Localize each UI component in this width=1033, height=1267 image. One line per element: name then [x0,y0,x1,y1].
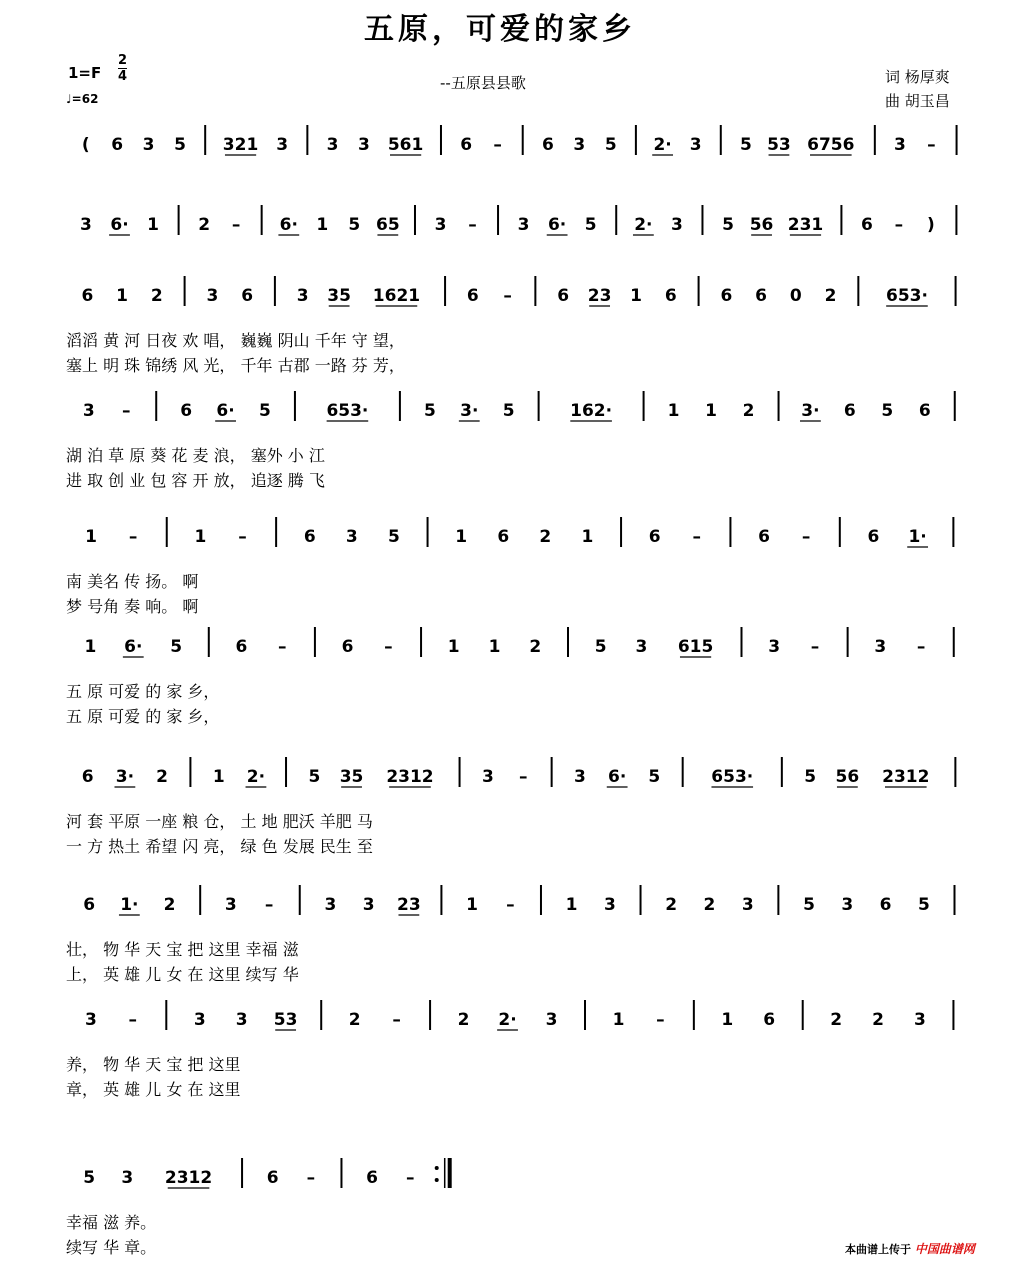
lyric-line-1: 河 套 平原 一座 粮 仓， 土 地 肥沃 羊肥 马 [66,812,373,831]
note: 2312 [164,1168,213,1188]
note: 1 [705,401,717,421]
lyric-line-1: 壮， 物 华 天 宝 把 这里 幸福 滋 [66,940,299,959]
note: – [128,527,138,547]
note: 5 [803,895,815,915]
note: 6 [758,527,771,547]
note: 2 [163,895,176,915]
lyric-line-2: 梦 号角 奏 响。 啊 [66,597,199,616]
note: 162· [570,401,613,421]
note: 2 [198,215,211,235]
note: 5 [722,215,734,235]
note: 2 [539,527,552,547]
note: 6 [460,135,473,155]
note: 5 [804,767,817,787]
note: 56 [835,767,860,787]
note: 3 [206,286,219,306]
lyric-line-2: 五 原 可爱 的 家 乡， [66,707,220,726]
note: 2· [498,1010,517,1030]
note: – [121,401,131,421]
note: 1 [612,1010,625,1030]
note: 1 [116,286,129,306]
note: 3 [121,1168,134,1188]
note: 1 [212,767,225,787]
lyric-line-2: 上， 英 雄 儿 女 在 这里 续写 华 [66,965,299,984]
note: 1 [488,637,501,657]
note: ) [926,215,935,235]
note: 1 [565,895,578,915]
note: 6 [235,637,248,657]
note: 3 [235,1010,248,1030]
note: 3 [358,135,370,155]
note: 6 [497,527,510,547]
note: 6 [266,1168,279,1188]
note: 1 [194,527,207,547]
note: 6 [918,401,931,421]
note: 3 [326,135,339,155]
note: 6· [216,401,235,421]
key-signature: 1=F [68,64,102,82]
note: 6 [861,215,873,235]
note: 3 [276,135,289,155]
note: 6 [180,401,193,421]
note: 6 [83,895,96,915]
note: – [916,637,926,657]
note: 1621 [372,286,421,306]
note: 3 [142,135,155,155]
note: 35 [339,767,364,787]
note: 5 [648,767,661,787]
note: 1 [721,1010,734,1030]
note: 6 [341,637,354,657]
note: 1 [581,527,594,547]
time-signature-bottom: 4 [118,69,128,84]
note: – [692,527,702,547]
note: 53 [767,135,791,155]
note: 6 [466,286,479,306]
upload-footer [845,1240,975,1257]
note: 6756 [807,135,855,155]
note: 6 [664,286,677,306]
note: 56 [749,215,774,235]
lyric-line-1: 幸福 滋 养。 [66,1213,157,1232]
note: 6 [241,286,254,306]
lyric-line-1: 五 原 可爱 的 家 乡， [66,682,220,701]
note: – [231,215,241,235]
lyric-line-2: 塞上 明 珠 锦绣 风 光， 千年 古郡 一路 芬 芳， [66,356,405,375]
note: 2 [872,1010,884,1030]
lyric-line-1: 滔滔 黄 河 日夜 欢 唱， 巍巍 阴山 千年 守 望， [66,331,405,350]
note: – [468,215,477,235]
note: – [927,135,936,155]
note: – [506,895,515,915]
note: 1 [466,895,478,915]
note: 3 [741,895,754,915]
note: 6 [557,286,570,306]
note: 653· [711,767,754,787]
note: 6 [366,1168,378,1188]
note: 1 [147,215,159,235]
note: 3 [481,767,494,787]
site-logo: 中国曲谱网 [914,1242,975,1256]
note: 2 [830,1010,843,1030]
note: 6 [648,527,661,547]
note: 1 [455,527,468,547]
note: 3 [768,637,781,657]
note: 1 [667,401,680,421]
time-signature-top: 2 [118,53,128,68]
note: 6 [763,1010,776,1030]
note: 5 [387,527,400,547]
note: 2 [150,286,163,306]
note: 3 [345,527,358,547]
footer-text: 本曲谱上传于 [845,1243,911,1256]
note: 3· [115,767,135,787]
note: 23 [587,286,612,306]
note: 615 [677,637,714,657]
note: 2 [457,1010,470,1030]
note: 5 [259,401,271,421]
note: – [406,1168,415,1188]
note: 1 [447,637,460,657]
note: 3 [85,1010,97,1030]
note: 5 [348,215,361,235]
note: 6 [81,286,94,306]
note: 1· [908,527,927,547]
note: 6 [111,135,124,155]
note: 2 [824,286,837,306]
note: 2 [665,895,678,915]
note: 3 [193,1010,206,1030]
note: 3 [296,286,309,306]
note: 2· [653,135,672,155]
tempo-marking: ♩=62 [66,92,99,106]
note: – [128,1010,138,1030]
note: 6 [720,286,733,306]
note: 2 [156,767,169,787]
note: 3 [689,135,702,155]
lyric-line-2: 章， 英 雄 儿 女 在 这里 [66,1080,241,1099]
note: 5 [170,637,183,657]
note: 0 [789,286,802,306]
note: 1 [630,286,642,306]
subtitle: --五原县县歌 [440,74,526,92]
note: 2 [529,637,542,657]
note: 3 [82,401,95,421]
note: 2 [703,895,716,915]
note: 6 [867,527,880,547]
note: 3 [635,637,648,657]
note: 6 [541,135,554,155]
note: 6 [81,767,94,787]
note: 2· [246,767,266,787]
note: – [493,135,502,155]
note: 3 [670,215,683,235]
note: 2312 [386,767,434,787]
note: 3 [517,215,530,235]
note: 3 [841,895,854,915]
note: 321 [222,135,259,155]
note: 6· [124,637,143,657]
note: 3 [874,637,887,657]
lyric-line-1: 养， 物 华 天 宝 把 这里 [66,1055,241,1074]
note: 1 [84,637,97,657]
note: – [810,637,820,657]
lyric-line-2: 续写 华 章。 [66,1238,157,1257]
note: 653· [326,401,369,421]
repeat-dot [435,1178,439,1182]
note: 6 [843,401,856,421]
note: 561 [387,135,424,155]
lyric-line-2: 进 取 创 业 包 容 开 放， 追逐 腾 飞 [66,471,325,490]
note: 5 [174,135,186,155]
note: 2 [742,401,755,421]
note: 23 [397,895,421,915]
note: – [801,527,811,547]
note: – [894,215,904,235]
note: 35 [327,286,351,306]
note: 6· [110,215,129,235]
note: 3 [894,135,906,155]
note: 53 [273,1010,298,1030]
lyric-line-2: 一 方 热土 希望 闪 亮， 绿 色 发展 民生 至 [66,837,373,856]
note: 3 [573,135,586,155]
note: 2 [348,1010,361,1030]
note: 3· [460,401,479,421]
note: – [503,286,512,306]
note: 5 [604,135,617,155]
note: – [264,895,274,915]
note: 6· [547,215,567,235]
note: 3 [914,1010,926,1030]
note: – [656,1010,665,1030]
note: 2· [634,215,653,235]
note: 3 [603,895,616,915]
note: – [519,767,528,787]
note: – [392,1010,401,1030]
note: 3 [574,767,586,787]
lyric-line-1: 湖 泊 草 原 葵 花 麦 浪， 塞外 小 江 [66,446,325,465]
note: 231 [787,215,824,235]
note: 5 [502,401,515,421]
note: 6 [879,895,892,915]
note: 2312 [882,767,930,787]
note: 5 [881,401,894,421]
note: 1 [85,527,97,547]
note: 5 [423,401,436,421]
repeat-dot [435,1166,439,1170]
note: 1 [316,215,329,235]
note: 653· [885,286,928,306]
note: 3 [324,895,337,915]
note: 5 [584,215,597,235]
note: 5 [308,767,321,787]
note: 6· [279,215,298,235]
note: 65 [375,215,400,235]
note: 3 [545,1010,558,1030]
note: 5 [594,637,607,657]
note: – [278,637,287,657]
lyricist-credit: 词 杨厚爽 [885,68,950,86]
note: 6· [608,767,627,787]
note: 3 [80,215,92,235]
page-title: 五原，可爱的家乡 [364,12,636,47]
note: 3 [434,215,447,235]
note: – [238,527,247,547]
note: 6 [303,527,316,547]
note: 5 [740,135,752,155]
note: 3 [224,895,237,915]
composer-credit: 曲 胡玉昌 [885,92,950,110]
note: 6 [755,286,768,306]
note: ( [81,135,90,155]
note: – [306,1168,316,1188]
note: 1· [120,895,139,915]
note: 5 [83,1168,96,1188]
lyric-line-1: 南 美名 传 扬。 啊 [66,572,199,591]
note: 3 [362,895,375,915]
note: 3· [801,401,820,421]
note: 5 [917,895,930,915]
note: – [384,637,393,657]
